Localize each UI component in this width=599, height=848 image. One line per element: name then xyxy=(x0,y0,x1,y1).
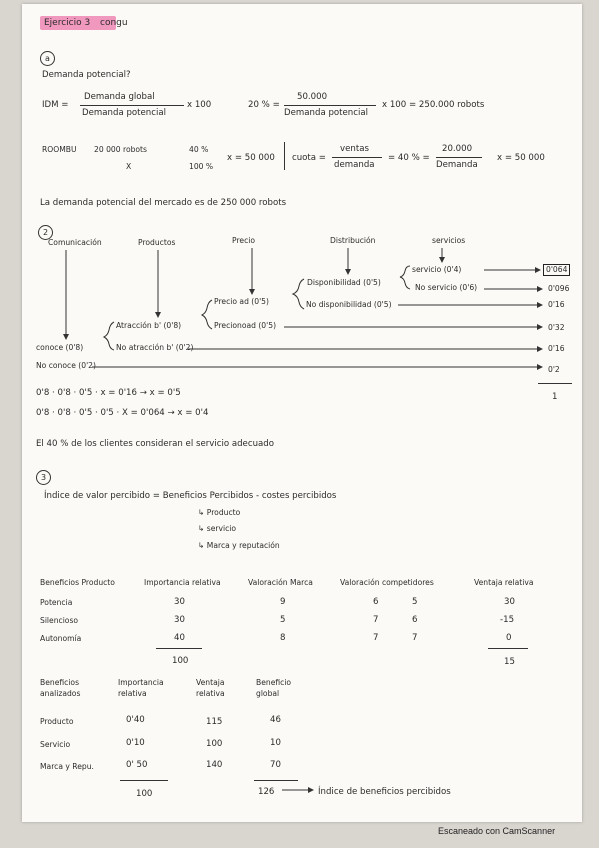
t1-row1-marca: 9 xyxy=(280,597,286,607)
node-no-atraccion: No atracción b' (0'2) xyxy=(116,343,194,352)
t2-row1-importance: 0'40 xyxy=(126,715,145,725)
t2-row2-global: 10 xyxy=(270,738,281,748)
frac3-denominator: demanda xyxy=(334,160,375,170)
benefit-item-1-text: Producto xyxy=(206,508,241,517)
t2-header-3: Ventaja relativa xyxy=(196,678,225,698)
rule-row-b-left: X xyxy=(126,162,132,171)
t1-header-3: Valoración Marca xyxy=(248,578,313,587)
tree-arrows xyxy=(22,4,582,424)
rule-row-a-left: 20 000 robots xyxy=(94,145,147,154)
frac2-denominator: Demanda potencial xyxy=(284,108,369,118)
t1-row2-comp-a: 7 xyxy=(373,615,379,625)
t1-row2-importance: 30 xyxy=(174,615,185,625)
label-precio: Precio xyxy=(232,236,256,245)
node-disponibilidad: Disponibilidad (0'5) xyxy=(307,278,381,287)
t2-row2-label: Servicio xyxy=(40,740,71,749)
t2-row3-ventaja: 140 xyxy=(206,760,223,770)
t1-row2-ventaja: -15 xyxy=(500,615,515,625)
t2-row1-ventaja: 115 xyxy=(206,717,223,727)
x-result-2: x = 50 000 xyxy=(497,153,545,163)
t1-row3-comp-a: 7 xyxy=(373,633,379,643)
t2-row3-label: Marca y Repu. xyxy=(40,762,94,771)
node-no-servicio: No servicio (0'6) xyxy=(415,283,478,292)
rule-row-a-right: 40 % xyxy=(189,145,209,154)
t2-sum-line-2 xyxy=(254,780,298,781)
t1-row1-importance: 30 xyxy=(174,597,185,607)
label-comunicacion: Comunicación xyxy=(48,238,102,247)
t1-total: 100 xyxy=(172,656,189,666)
label-productos: Productos xyxy=(138,238,176,247)
t2-row1-label: Producto xyxy=(40,717,74,726)
t2-row2-ventaja: 100 xyxy=(206,739,223,749)
t1-row2-comp-b: 6 xyxy=(412,615,418,625)
t1-sum-line-2 xyxy=(488,648,528,649)
t1-row1-comp-b: 5 xyxy=(412,597,418,607)
cuota-label: cuota = xyxy=(292,153,326,163)
t2-row2-importance: 0'10 xyxy=(126,738,145,748)
node-servicio: servicio (0'4) xyxy=(412,265,462,274)
scanned-page xyxy=(22,4,582,822)
t1-header-1: Beneficios Producto xyxy=(40,578,115,587)
frac4-numerator: 20.000 xyxy=(442,144,473,154)
result-02: 0'2 xyxy=(548,365,560,374)
x-result: x = 50 000 xyxy=(227,153,275,163)
t2-header-4: Beneficio global xyxy=(256,678,292,698)
section-2-number: 2 xyxy=(38,225,53,240)
section-3-number: 3 xyxy=(36,470,51,485)
benefit-item-3-text: Marca y reputación xyxy=(206,541,280,550)
benefit-item-2-text: servicio xyxy=(206,524,237,533)
t2-note: Índice de beneficios percibidos xyxy=(318,787,451,797)
frac4-denominator: Demanda xyxy=(436,160,478,170)
page-title: Ejercicio 3 xyxy=(44,18,91,28)
node-atraccion: Atracción b' (0'8) xyxy=(116,321,182,330)
equation-1: 0'8 · 0'8 · 0'5 · x = 0'16 → x = 0'5 xyxy=(36,388,181,398)
t1-row1-comp-a: 6 xyxy=(373,597,379,607)
equation-2: 0'8 · 0'8 · 0'5 · 0'5 · X = 0'064 → x = 0'4 xyxy=(36,408,209,418)
rule-row-b-right: 100 % xyxy=(189,162,214,171)
t1-row3-marca: 8 xyxy=(280,633,286,643)
label-servicios: servicios xyxy=(432,236,466,245)
section-1-heading: Demanda potencial? xyxy=(42,70,131,80)
idm-label: IDM = xyxy=(42,100,69,110)
result-016-a: 0'16 xyxy=(548,300,565,309)
frac1-numerator: Demanda global xyxy=(84,92,155,102)
t1-row2-marca: 5 xyxy=(280,615,286,625)
result-032: 0'32 xyxy=(548,323,565,332)
t1-row3-importance: 40 xyxy=(174,633,185,643)
t1-sum-line-1 xyxy=(156,648,202,649)
t2-header-2: Importancia relativa xyxy=(118,678,164,698)
node-no-disponibilidad: No disponibilidad (0'5) xyxy=(306,300,392,309)
value-formula: Índice de valor percibido = Beneficios Percibidos - costes percibidos xyxy=(44,491,337,501)
node-precio-ad: Precio ad (0'5) xyxy=(214,297,269,306)
roombu-label: ROOMBU xyxy=(42,145,77,154)
pct40: = 40 % = xyxy=(388,153,430,163)
result-0096: 0'096 xyxy=(548,284,570,293)
t2-header-1: Beneficios analizados xyxy=(40,678,81,698)
result-016-b: 0'16 xyxy=(548,344,565,353)
frac2-numerator: 50.000 xyxy=(297,92,328,102)
frac1-denominator: Demanda potencial xyxy=(82,108,167,118)
t2-row1-global: 46 xyxy=(270,715,281,725)
section-1-number: a xyxy=(40,51,55,66)
node-conoce: conoce (0'8) xyxy=(36,343,84,352)
benefit-item-3: ↳ Marca y reputación xyxy=(198,541,280,550)
result-0064: 0'064 xyxy=(543,264,570,276)
section-2-conclusion: El 40 % de los clientes consideran el servicio adecuado xyxy=(36,439,274,449)
t1-row2-label: Silencioso xyxy=(40,616,79,625)
t1-header-4: Valoración competidores xyxy=(340,578,434,587)
t1-row1-ventaja: 30 xyxy=(504,597,515,607)
label-distribucion: Distribución xyxy=(330,236,376,245)
result-total: 1 xyxy=(552,392,558,402)
t1-total-2: 15 xyxy=(504,657,515,667)
t1-row1-label: Potencia xyxy=(40,598,73,607)
frac3-numerator: ventas xyxy=(340,144,369,154)
t2-total: 100 xyxy=(136,789,153,799)
t2-row3-importance: 0' 50 xyxy=(126,760,148,770)
benefit-item-1: ↳ Producto xyxy=(198,508,241,517)
pct20: 20 % = xyxy=(248,100,280,110)
section-1-conclusion: La demanda potencial del mercado es de 250 000 robots xyxy=(40,198,287,208)
t1-row3-ventaja: 0 xyxy=(506,633,512,643)
node-precio-no-ad: Precionoad (0'5) xyxy=(214,321,277,330)
benefit-item-2: ↳ servicio xyxy=(198,524,237,533)
t2-sum-line-1 xyxy=(120,780,168,781)
t2-row3-global: 70 xyxy=(270,760,281,770)
x100-b: x 100 = 250.000 robots xyxy=(382,100,485,110)
page-subtitle: congu xyxy=(100,18,128,28)
node-no-conoce: No conoce (0'2) xyxy=(36,361,96,370)
t1-row3-label: Autonomía xyxy=(40,634,82,643)
t1-header-2: Importancia relativa xyxy=(144,578,221,587)
t1-header-5: Ventaja relativa xyxy=(474,578,534,587)
t2-note-arrow xyxy=(280,784,316,796)
t1-row3-comp-b: 7 xyxy=(412,633,418,643)
x100-a: x 100 xyxy=(187,100,212,110)
camscanner-footer: Escaneado con CamScanner xyxy=(438,826,556,836)
t2-total-2: 126 xyxy=(258,787,275,797)
